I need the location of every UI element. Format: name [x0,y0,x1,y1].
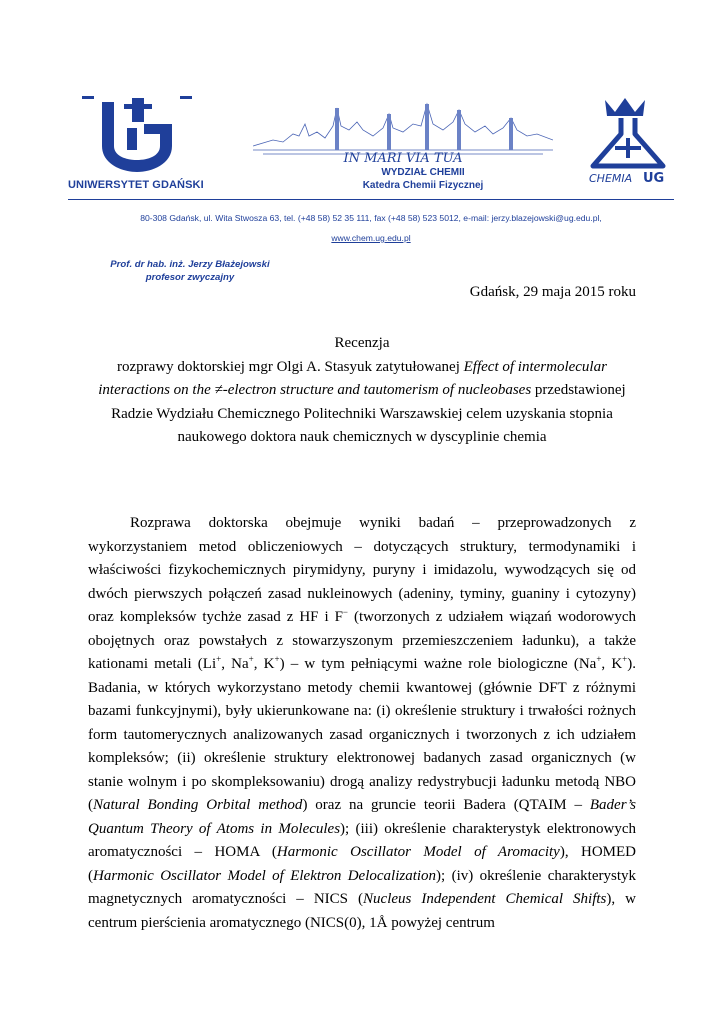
text-run: , Na [221,656,249,672]
text-run: ). Badania, w których wykorzystano metody chemii kwantowej (głównie DFT z różnymi bazami funkcyjnymi), były ukierunkowane na: (i) określenie struktury i trwałości rożnych form tautomerycznych analizowanych zasad organicznych i tworzonych z ich udziałem kompleksów; (ii) określenie struktury elektronowej badanych zasad organicznych (w stanie wolnym i po skompleksowaniu) drogą analizy redystrybucji ładunku metodą NBO ( [88,656,636,813]
subject-end: przedstawionej Radzie Wydziału Chemicznego Politechniki Warszawskiej celem uzyskania stopnia naukowego doktora nauk chemicznych w dyscyplinie chemia [111,382,626,445]
university-gdansk-logo-icon [82,94,192,174]
superscript: + [248,654,254,664]
contact-address [68,208,674,248]
review-heading: Recenzja [334,335,390,351]
chemia-ug-logo-icon [585,92,671,184]
department-name: Katedra Chemii Fizycznej [362,180,484,191]
text-run: ), w centrum pierścienia aromatycznego (NICS(0), 1Å powyżej centrum [88,891,637,931]
superscript: + [596,654,602,664]
superscript: + [216,654,222,664]
text-run: ), HOMED ( [88,844,636,884]
thesis-title: Effect of intermolecular interactions on the ≠-electron structure and tautomerism of nucleobases [98,358,607,398]
italic-term: Bader’s Quantum Theory of Atoms in Molecules [88,797,636,837]
text-run: ) oraz na gruncie teorii Badera (QTAIM – [302,797,590,813]
faculty-block [308,166,538,192]
motto: IN MARI VIA TUA [343,151,463,164]
author-block [80,258,300,284]
letterhead [68,90,674,198]
review-title [88,332,636,450]
faculty-name: WYDZIAŁ CHEMII [381,167,465,178]
body-paragraph [88,512,636,935]
text-run: , K [253,656,275,672]
gdansk-skyline-icon [253,96,553,164]
text-run: ); (iii) określenie charakterystyk elektronowych aromatyczności – HOMA ( [88,820,636,860]
header-divider [68,199,674,200]
address-line: 80-308 Gdańsk, ul. Wita Stwosza 63, tel. (+48 58) 52 35 111, fax (+48 58) 523 5012, e-mail: jerzy.blazejowski@ug.edu.pl, [140,213,602,223]
superscript: + [622,654,628,664]
website-link[interactable]: www.chem.ug.edu.pl [331,233,411,243]
author-position: profesor zwyczajny [145,272,235,283]
chemia-logo-text: CHEMIA [589,172,633,184]
text-run: (tworzonych z udziałem wiązań wodorowych obojętnych oraz powstałych z stowarzyszonym przemieszczeniem ładunku), a także kationami metali (Li [88,609,636,672]
review-subject [88,356,636,450]
chemia-logo-ug: UG [643,171,665,184]
author-name: Prof. dr hab. inż. Jerzy Błażejowski [110,259,270,270]
review-body [88,512,636,935]
text-run: , K [601,656,623,672]
subject-intro: rozprawy doktorskiej mgr Olgi A. Stasyuk zatytułowanej [117,358,464,375]
italic-term: Nucleus Independent Chemical Shifts [363,891,607,907]
superscript: − [342,607,348,617]
text-run: ) – w tym pełniącymi ważne role biologiczne (Na [279,656,597,672]
italic-term: Harmonic Oscillator Model of Aromacity [276,844,560,860]
italic-term: Harmonic Oscillator Model of Elektron Delocalization [93,867,437,884]
italic-term: Natural Bonding Orbital method [93,797,303,813]
text-run: ); (iv) określenie charakterystyk magnetycznych aromatyczności – NICS ( [88,867,636,907]
superscript: + [274,654,280,664]
university-name: UNIWERSYTET GDAŃSKI [68,179,204,191]
text-run: Rozprawa doktorska obejmuje wyniki badań – przeprowadzonych z wykorzystaniem metod obliczeniowych – dotyczących struktury, termodynamiki i właściwości fizykochemicznych pirymidyny, puryny i imidazolu, wywodzących się od dwóch pierwszych połączeń zasad nukleinowych (adeniny, tyminy, guaniny i cytozyny) oraz kompleksów tychże zasad z HF i F [88,515,636,625]
document-date: Gdańsk, 29 maja 2015 roku [469,284,636,300]
